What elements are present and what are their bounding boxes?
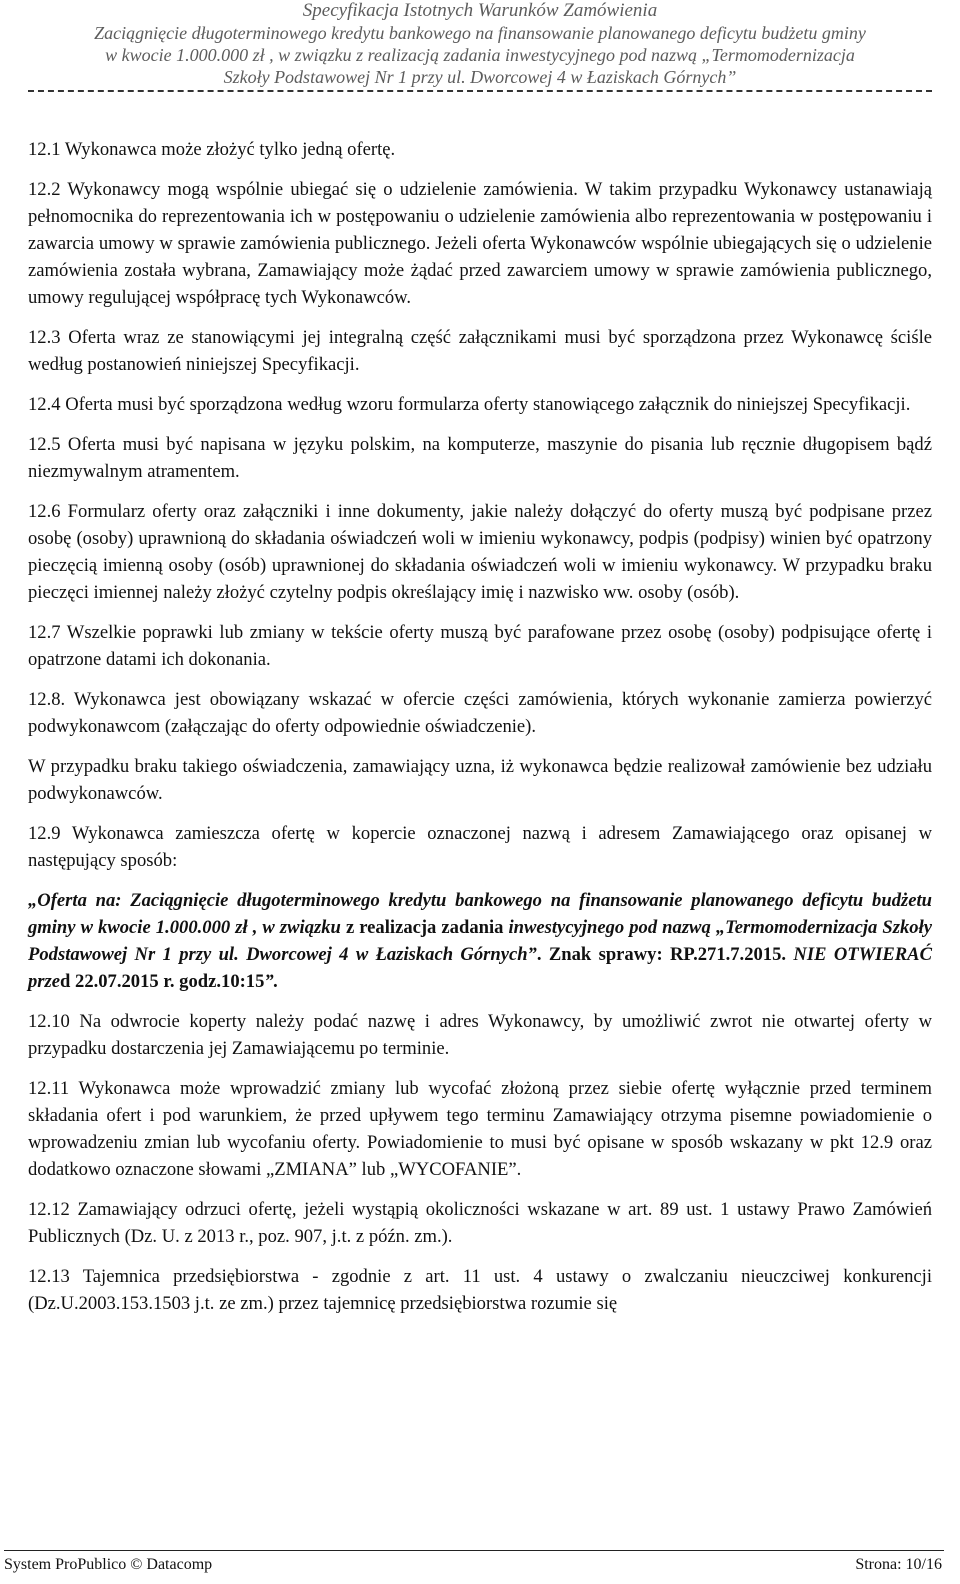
paragraph-12-1: 12.1 Wykonawca może złożyć tylko jedną ofertę.	[28, 139, 396, 160]
header-subtitle-line-1: Zaciągnięcie długoterminowego kredytu bankowego na finansowanie planowanego deficytu budżetu gminy	[94, 23, 866, 43]
envelope-marking	[28, 887, 932, 995]
paragraph-12-8: 12.8. Wykonawca jest obowiązany wskazać w ofercie części zamówienia, których wykonanie zamierza powierzyć podwykonawcom (załączając do oferty odpowiednie oświadczenie).	[28, 689, 932, 737]
paragraph-12-2: 12.2 Wykonawcy mogą wspólnie ubiegać się o udzielenie zamówienia. W takim przypadku Wykonawcy ustanawiają pełnomocnika do reprezentowania ich w postępowaniu o udzielenie zamówienia albo reprezentowania w postępowaniu i zawarcia umowy w sprawie zamówienia publicznego. Jeżeli oferta Wykonawców wspólnie ubiegających się o udzielenie zamówienia została wybrana, Zamawiający może żądać przed zawarciem umowy w sprawie zamówienia publicznego, umowy regulującej współpracę tych Wykonawców.	[28, 179, 932, 308]
offer-text-g: ”.	[264, 971, 279, 992]
page-header	[0, 0, 960, 110]
header-dashed-rule	[28, 90, 932, 92]
page-footer	[4, 1556, 942, 1578]
header-title: Specyfikacja Istotnych Warunków Zamówienia	[302, 0, 658, 21]
offer-text-a: „Oferta na: Zaciągnięcie długoterminowego kredytu bankowego na finansowanie planowanego deficytu budżetu gminy w kwocie 1.000.000 zł , w związku	[28, 890, 932, 938]
footer-rule	[4, 1550, 944, 1551]
paragraph-12-13: 12.13 Tajemnica przedsiębiorstwa - zgodnie z art. 11 ust. 4 ustawy o zwalczaniu nieuczciwej konkurencji (Dz.U.2003.153.1503 j.t. ze zm.) przez tajemnicę przedsiębiorstwa rozumie się	[28, 1266, 932, 1314]
paragraph-12-9: 12.9 Wykonawca zamieszcza ofertę w kopercie oznaczonej nazwą i adresem Zamawiającego oraz opisanej w następujący sposób:	[28, 823, 932, 871]
paragraph-12-11: 12.11 Wykonawca może wprowadzić zmiany lub wycofać złożoną przez siebie ofertę wyłącznie przed terminem składania ofert i pod warunkiem, że przed upływem tego terminu Zamawiający otrzyma pisemne powiadomienie o wprowadzeniu zmian lub wycofaniu oferty. Powiadomienie to musi być opisane w sposób wskazany w pkt 12.9 oraz dodatkowo oznaczone słowami „ZMIANA” lub „WYCOFANIE”.	[28, 1078, 932, 1180]
paragraph-12-6: 12.6 Formularz oferty oraz załączniki i inne dokumenty, jakie należy dołączyć do oferty muszą być podpisane przez osobę (osoby) uprawnioną do składania oświadczeń woli w imieniu wykonawcy, podpis (podpisy) winien być opatrzony pieczęcią imienną osoby (osób) uprawnionej do składania oświadczeń woli w imieniu wykonawcy. W przypadku braku pieczęci imiennej należy złożyć czytelny podpis określający imię i nazwisko ww. osoby (osób).	[28, 501, 932, 603]
footer-system-name: System ProPublico © Datacomp	[4, 1556, 213, 1573]
offer-text-d: . Znak sprawy: RP.271.7.2015.	[536, 944, 794, 965]
offer-text-e: NIE OTWIERAĆ prze	[28, 944, 932, 992]
header-subtitle-line-2: w kwocie 1.000.000 zł , w związku z realizacją zadania inwestycyjnego pod nazwą „Termomodernizacja	[105, 45, 855, 65]
header-subtitle-line-3: Szkoły Podstawowej Nr 1 przy ul. Dworcowej 4 w Łaziskach Górnych”	[223, 67, 737, 87]
paragraph-12-7: 12.7 Wszelkie poprawki lub zmiany w tekście oferty muszą być parafowane przez osobę (osoby) podpisujące ofertę i opatrzone datami ich dokonania.	[28, 622, 932, 670]
offer-text-c: inwestycyjnego pod nazwą „Termomodernizacja Szkoły Podstawowej Nr 1 przy ul. Dworcowej 4 w Łaziskach Górnych”	[28, 917, 932, 965]
offer-text-f: d 22.07.2015 r. godz.10:15	[60, 971, 265, 992]
paragraph-12-4: 12.4 Oferta musi być sporządzona według wzoru formularza oferty stanowiącego załącznik do niniejszej Specyfikacji.	[28, 394, 911, 415]
paragraph-12-5: 12.5 Oferta musi być napisana w języku polskim, na komputerze, maszynie do pisania lub ręcznie długopisem bądź niezmywalnym atramentem.	[28, 434, 932, 482]
footer-page-number: Strona: 10/16	[855, 1556, 942, 1573]
document-body	[28, 136, 932, 1317]
paragraph-12-10: 12.10 Na odwrocie koperty należy podać nazwę i adres Wykonawcy, by umożliwić zwrot nie otwartej oferty w przypadku dostarczenia jej Zamawiającemu po terminie.	[28, 1011, 932, 1059]
offer-text-b: z realizacja zadania	[340, 917, 509, 938]
paragraph-12-12: 12.12 Zamawiający odrzuci ofertę, jeżeli wystąpią okoliczności wskazane w art. 89 ust. 1 ustawy Prawo Zamówień Publicznych (Dz. U. z 2013 r., poz. 907, j.t. z późn. zm.).	[28, 1199, 932, 1247]
paragraph-12-3: 12.3 Oferta wraz ze stanowiącymi jej integralną część załącznikami musi być sporządzona przez Wykonawcę ściśle według postanowień niniejszej Specyfikacji.	[28, 327, 932, 375]
paragraph-12-8-continued: W przypadku braku takiego oświadczenia, zamawiający uzna, iż wykonawca będzie realizował zamówienie bez udziału podwykonawców.	[28, 756, 932, 804]
